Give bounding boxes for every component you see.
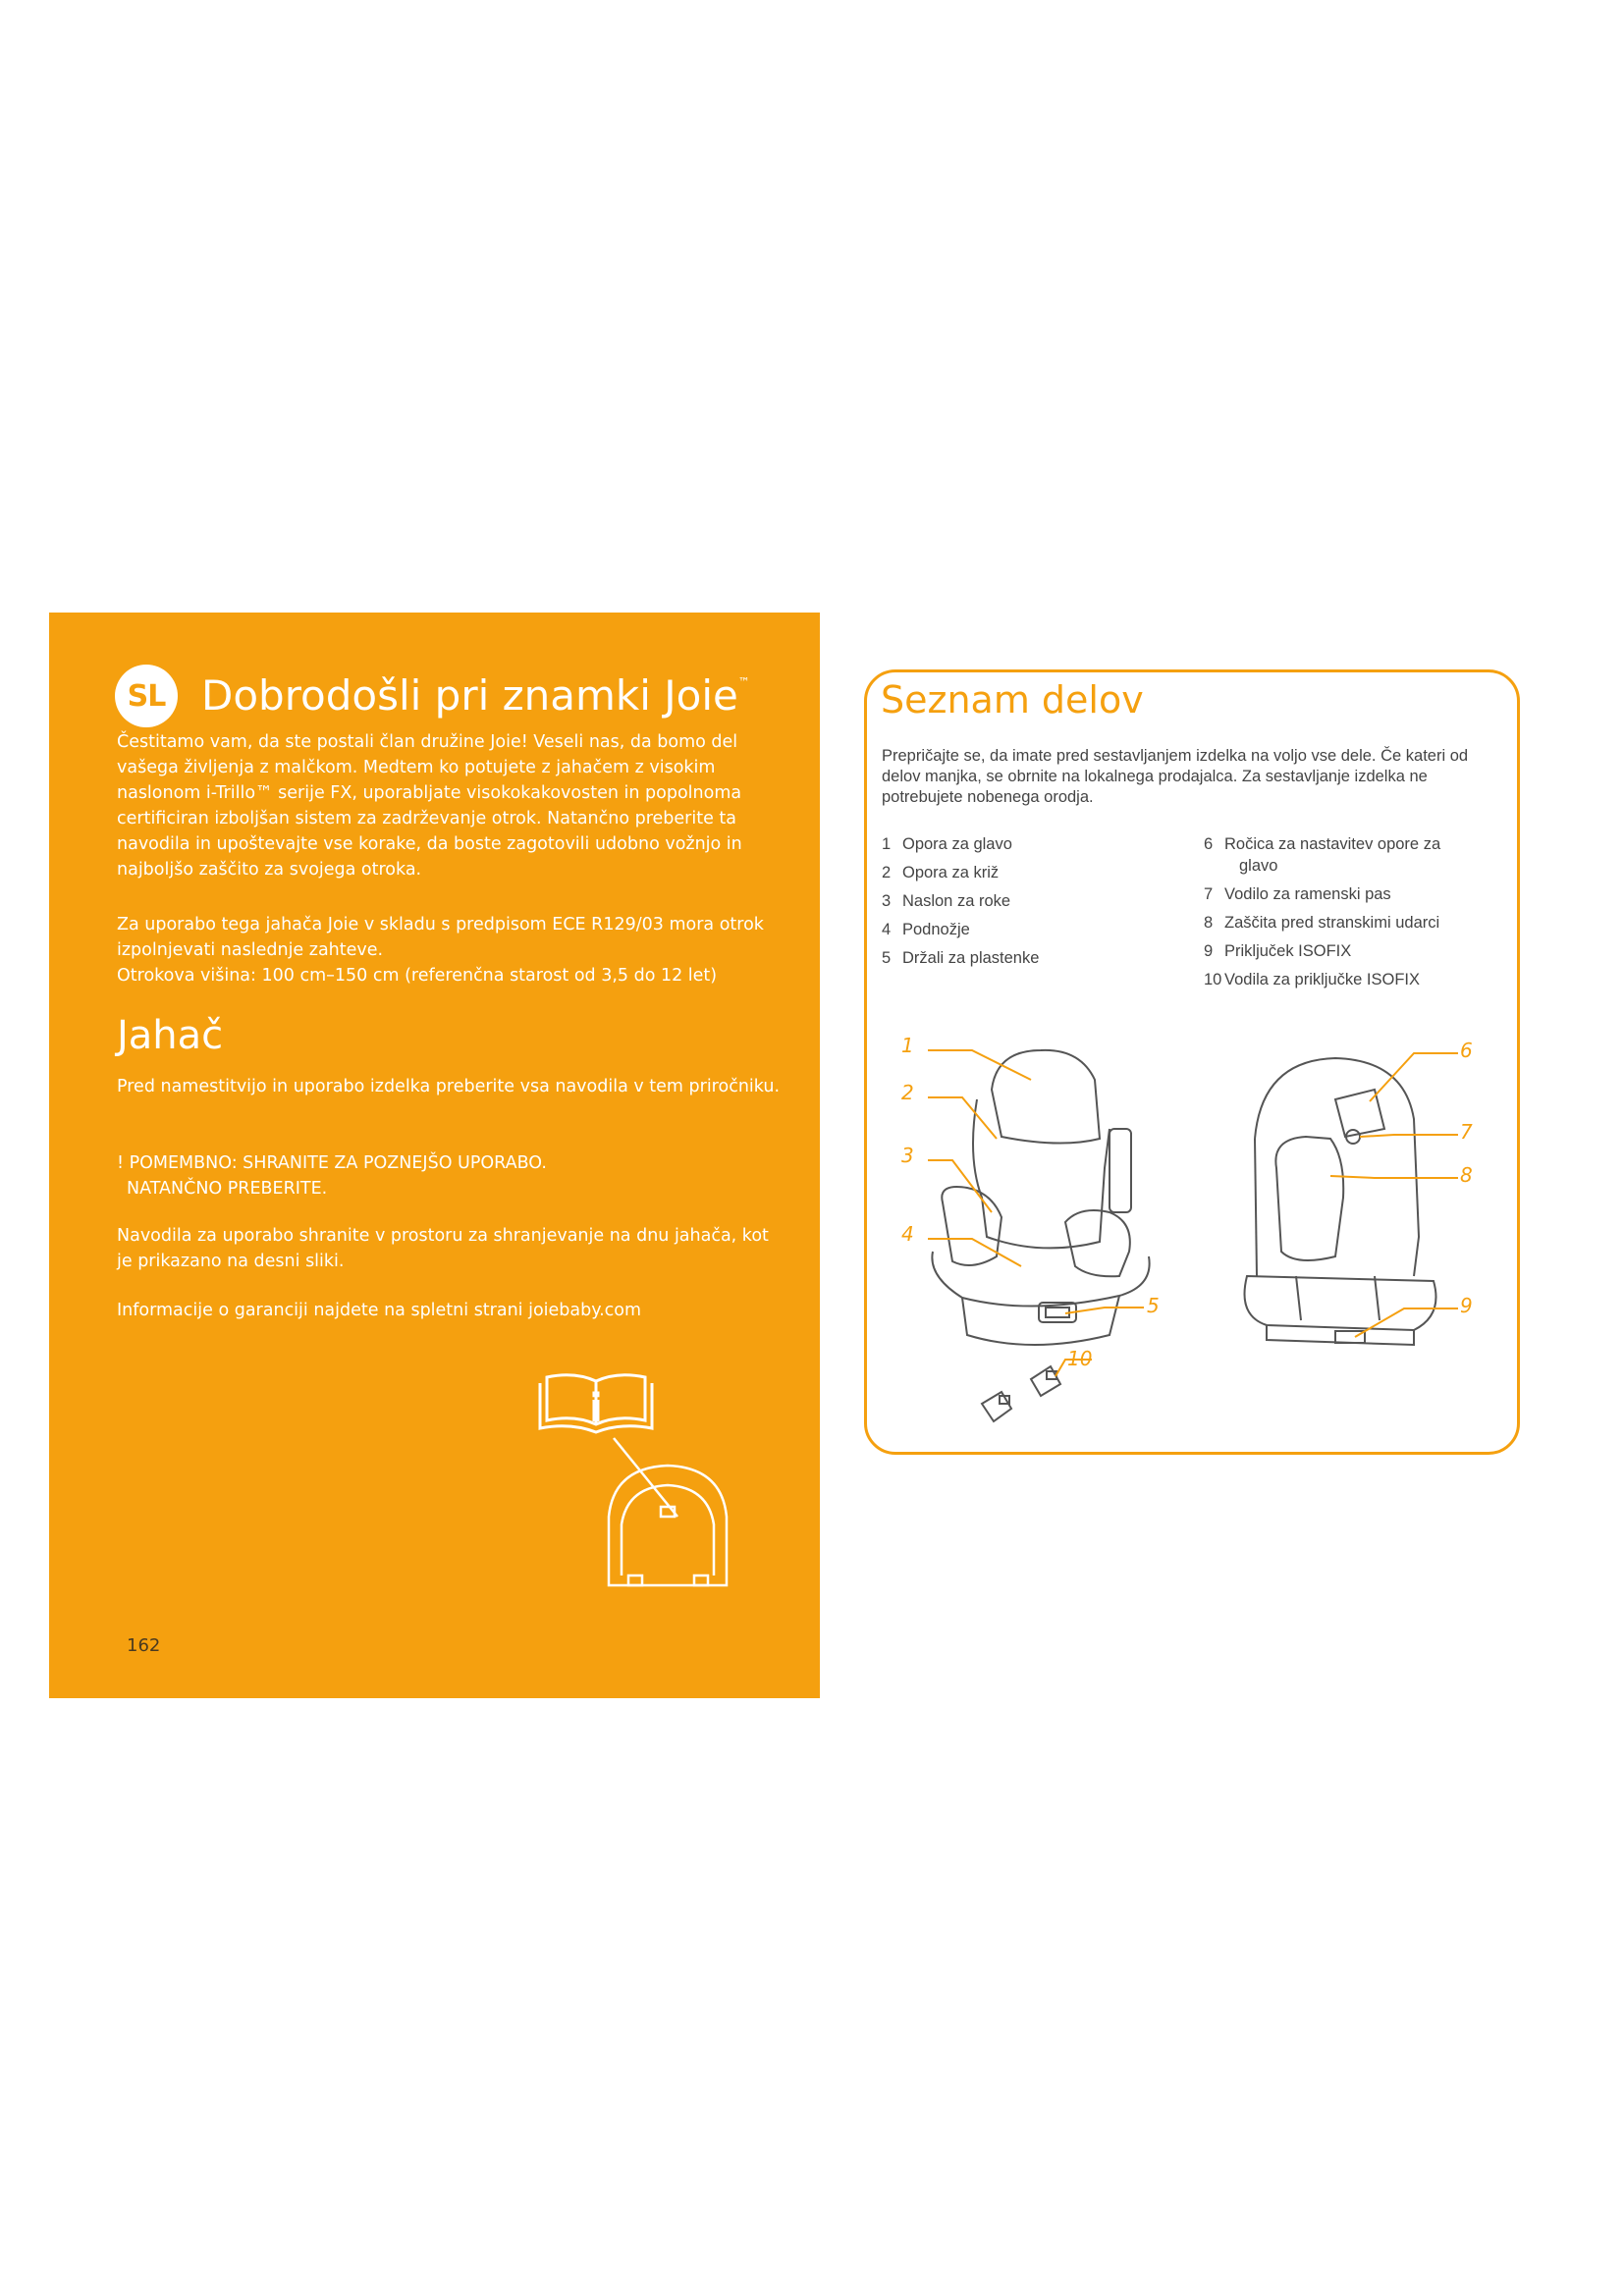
list-item: 1 Opora za glavo xyxy=(882,835,1012,853)
seat-front-illustration xyxy=(932,1050,1149,1345)
welcome-title xyxy=(201,671,750,720)
callout-10: 10 xyxy=(1067,1347,1093,1370)
callout-2: 2 xyxy=(901,1081,914,1104)
callout-8: 8 xyxy=(1460,1163,1473,1187)
parts-list-left xyxy=(882,833,1176,976)
warranty-paragraph: Informacije o garanciji najdete na spletni strani joiebaby.com xyxy=(117,1301,642,1320)
callout-lines xyxy=(928,1050,1458,1376)
isofix-guides-illustration xyxy=(982,1366,1060,1421)
jahac-paragraph: Pred namestitvijo in uporabo izdelka preberite vsa navodila v tem priročniku. xyxy=(117,1077,781,1096)
requirement-paragraph: Za uporabo tega jahača Joie v skladu s predpisom ECE R129/03 mora otrok izpolnjevati naslednje zahteve. xyxy=(117,915,764,960)
important-line-1: ! POMEMBNO: SHRANITE ZA POZNEJŠO UPORABO. xyxy=(117,1153,547,1173)
welcome-title-text: Dobrodošli pri znamki Joie xyxy=(201,671,738,720)
section-title-jahac: Jahač xyxy=(117,1013,224,1058)
callout-4: 4 xyxy=(901,1222,914,1246)
callout-1: 1 xyxy=(901,1034,914,1057)
callout-6: 6 xyxy=(1460,1039,1473,1062)
parts-list-right xyxy=(1204,833,1498,997)
callout-7: 7 xyxy=(1460,1120,1473,1144)
manual-storage-illustration xyxy=(535,1369,771,1595)
page-number: 162 xyxy=(127,1635,161,1656)
height-requirement: Otrokova višina: 100 cm–150 cm (referenčna starost od 3,5 do 12 let) xyxy=(117,966,718,986)
parts-intro: Prepričajte se, da imate pred sestavljanjem izdelka na voljo vse dele. Če kateri od delov manjka, se obrnite na lokalnega prodajalca. Za sestavljanje izdelka ne potrebujete nobenega orodja. xyxy=(882,747,1469,806)
info-letter: i xyxy=(589,1386,603,1431)
callout-9: 9 xyxy=(1460,1294,1473,1317)
pointer-line xyxy=(614,1438,677,1517)
trademark-symbol: ™ xyxy=(737,675,750,689)
callout-5: 5 xyxy=(1147,1294,1160,1317)
list-item: 9 Priključek ISOFIX xyxy=(1204,942,1352,960)
list-item: 3 Naslon za roke xyxy=(882,892,1011,910)
booster-base-icon xyxy=(609,1466,727,1585)
language-badge: SL xyxy=(115,665,178,727)
list-item: 10 Vodila za priključke ISOFIX xyxy=(1204,971,1420,988)
list-item: 2 Opora za križ xyxy=(882,864,1000,881)
storage-paragraph: Navodila za uporabo shranite v prostoru za shranjevanje na dnu jahača, kot je prikazano na desni sliki. xyxy=(117,1226,769,1271)
list-item: 6 Ročica za nastavitev opore za glavo xyxy=(1204,835,1441,875)
seat-back-illustration xyxy=(1245,1058,1436,1345)
list-item: 4 Podnožje xyxy=(882,921,970,938)
list-item: 8 Zaščita pred stranskimi udarci xyxy=(1204,914,1440,932)
list-item: 7 Vodilo za ramenski pas xyxy=(1204,885,1391,903)
intro-paragraph: Čestitamo vam, da ste postali član družine Joie! Veseli nas, da bomo del vašega življenja z malčkom. Medtem ko potujete z jahačem z visokim naslonom i-Trillo™ serije FX, uporabljate visokokakovosten in popolnoma certificiran izboljšan sistem za zadrževanje otrok. Natančno preberite ta navodila in upoštevajte vse korake, da boste zagotovili udobno vožnjo in najboljšo zaščito za svojega otroka. xyxy=(117,732,742,880)
parts-title: Seznam delov xyxy=(881,678,1144,721)
callout-3: 3 xyxy=(901,1144,914,1167)
list-item: 5 Držali za plastenke xyxy=(882,949,1040,967)
important-line-2: NATANČNO PREBERITE. xyxy=(127,1179,328,1199)
car-seat-diagram xyxy=(884,1021,1512,1433)
